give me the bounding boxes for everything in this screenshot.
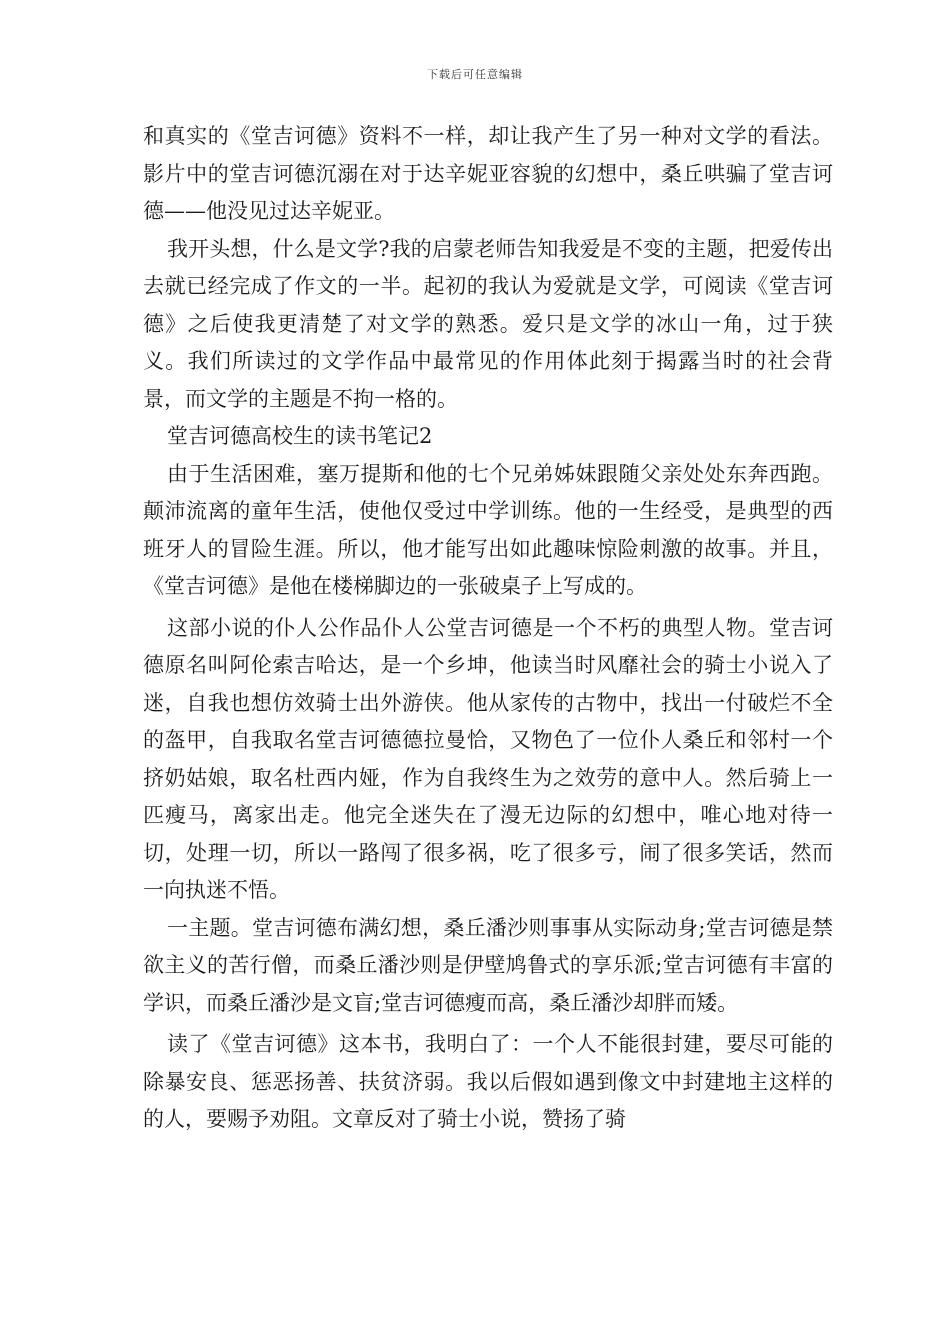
paragraph-6: 读了《堂吉诃德》这本书，我明白了：一个人不能很封建，要尽可能的除暴安良、惩恶扬善、扶贫济弱。我以后假如遇到像文中封建地主这样的的人，要赐予劝阻。文章反对了骑士小说，赞扬了骑 (143, 1032, 833, 1131)
page-header: 下载后可任意编辑 (427, 68, 523, 81)
paragraph-4: 这部小说的仆人公作品仆人公堂吉诃德是一个不朽的典型人物。堂吉诃德原名叫阿伦索吉哈达，是一个乡坤，他读当时风靡社会的骑士小说入了迷，自我也想仿效骑士出外游侠。他从家传的古物中，找出一付破烂不全的盔甲，自我取名堂吉诃德德拉曼恰，又物色了一位仆人桑丘和邻村一个挤奶姑娘，取名杜西内娅，作为自我终生为之效劳的意中人。然后骑上一匹瘦马，离家出走。他完全迷失在了漫无边际的幻想中，唯心地对待一切，处理一切，所以一路闯了很多祸，吃了很多亏，闹了很多笑话，然而一向执迷不悟。 (143, 615, 833, 902)
document-body (143, 118, 833, 1139)
section-title: 堂吉诃德高校生的读书笔记2 (167, 424, 433, 448)
paragraph-5: 一主题。堂吉诃德布满幻想，桑丘潘沙则事事从实际动身;堂吉诃德是禁欲主义的苦行僧，而桑丘潘沙则是伊壁鸠鲁式的享乐派;堂吉诃德有丰富的学识，而桑丘潘沙是文盲;堂吉诃德瘦而高，桑丘潘沙却胖而矮。 (143, 915, 833, 1015)
paragraph-1: 和真实的《堂吉诃德》资料不一样，却让我产生了另一种对文学的看法。影片中的堂吉诃德沉溺在对于达辛妮亚容貌的幻想中，桑丘哄骗了堂吉诃德——他没见过达辛妮亚。 (143, 124, 833, 223)
paragraph-2: 我开头想，什么是文学?我的启蒙老师告知我爱是不变的主题，把爱传出去就已经完成了作文的一半。起初的我认为爱就是文学，可阅读《堂吉诃德》之后使我更清楚了对文学的熟悉。爱只是文学的冰山一角，过于狭义。我们所读过的文学作品中最常见的作用体此刻于揭露当时的社会背景，而文学的主题是不拘一格的。 (143, 236, 833, 411)
paragraph-3: 由于生活困难，塞万提斯和他的七个兄弟姊妹跟随父亲处处东奔西跑。颠沛流离的童年生活，使他仅受过中学训练。他的一生经受，是典型的西班牙人的冒险生涯。所以，他才能写出如此趣味惊险刺激的故事。并且，《堂吉诃德》是他在楼梯脚边的一张破桌子上写成的。 (143, 461, 833, 598)
